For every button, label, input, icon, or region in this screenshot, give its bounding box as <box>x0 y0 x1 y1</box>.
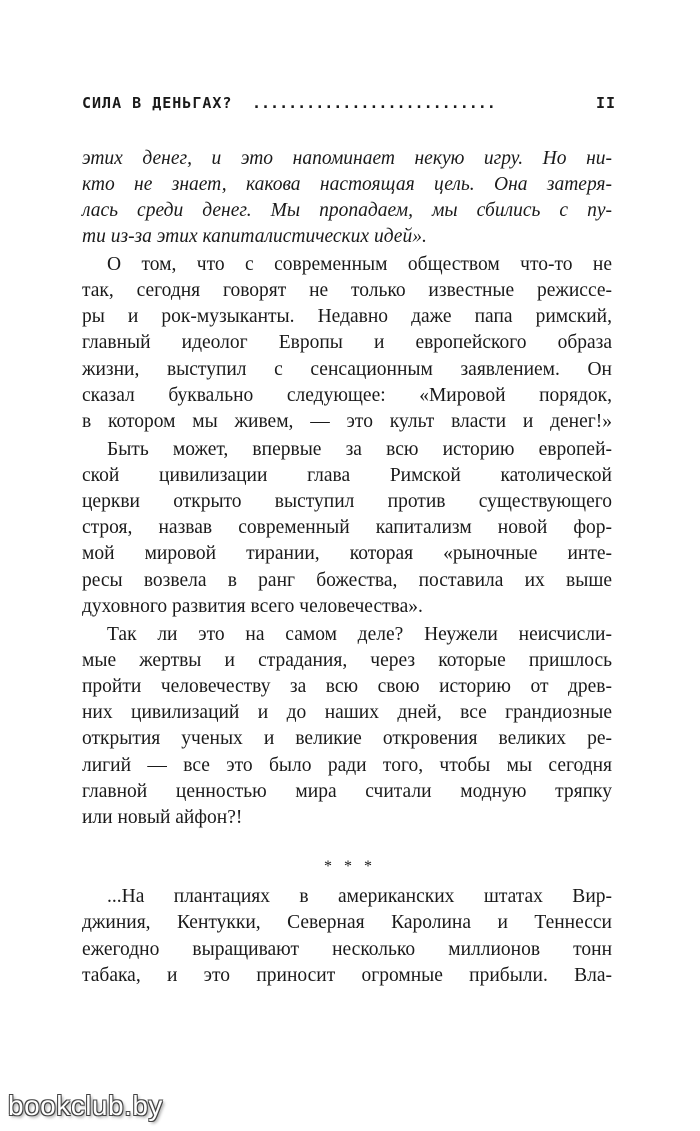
running-head <box>82 94 616 116</box>
text-line: джиния, Кентукки, Северная Каролина и Теннесси <box>82 912 612 933</box>
text-line: жизни, выступил с сенсационным заявлением. Он <box>82 359 612 380</box>
text-line: кто не знает, какова настоящая цель. Она затеря- <box>82 174 612 195</box>
text-line: в котором мы живем, — это культ власти и денег!» <box>82 411 612 432</box>
text-line: Быть может, впервые за всю историю европей- <box>107 439 612 460</box>
text-line: ежегодно выращивают несколько миллионов тонн <box>82 939 612 960</box>
text-line: этих денег, и это напоминает некую игру. Но ни- <box>82 148 612 169</box>
text-line: ...На плантациях в американских штатах Вир- <box>107 886 612 907</box>
text-line: О том, что с современным обществом что-то не <box>107 254 612 275</box>
text-line: главный идеолог Европы и европейского образа <box>82 332 612 353</box>
text-line: мой мировой тирании, которая «рыночные инте- <box>82 543 612 564</box>
text-line: лась среди денег. Мы пропадаем, мы сбились с пу- <box>82 200 612 221</box>
text-line: ти из-за этих капиталистических идей». <box>82 226 427 247</box>
page-number: II <box>595 94 616 112</box>
text-line: лигий — все это было ради того, чтобы мы сегодня <box>82 755 612 776</box>
text-line: духовного развития всего человечества». <box>82 596 423 617</box>
text-line: них цивилизаций и до наших дней, все грандиозные <box>82 702 612 723</box>
text-line: так, сегодня говорят не только известные режиссе- <box>82 280 612 301</box>
running-head-title: СИЛА В ДЕНЬГАХ? <box>82 94 233 112</box>
text-line: строя, назвав современный капитализм новой фор- <box>82 517 612 538</box>
watermark-text: bookclub.by <box>8 1090 163 1121</box>
section-separator: * * * <box>324 858 376 875</box>
text-line: ресы возвела в ранг божества, поставила их выше <box>82 570 612 591</box>
text-line: главной ценностью мира считали модную тряпку <box>82 781 612 802</box>
text-line: Так ли это на самом деле? Неужели неисчисли- <box>107 624 612 645</box>
text-line: пройти человечеству за всю свою историю от древ- <box>82 676 612 697</box>
text-line: табака, и это приносит огромные прибыли. Вла- <box>82 965 612 986</box>
text-line: мые жертвы и страдания, через которые пришлось <box>82 650 612 671</box>
running-head-leader-dots: ........................... <box>252 94 496 112</box>
text-line: или новый айфон?! <box>82 807 243 828</box>
text-line: ской цивилизации глава Римской католической <box>82 465 612 486</box>
text-line: сказал буквально следующее: «Мировой порядок, <box>82 385 612 406</box>
text-line: открытия ученых и великие откровения великих ре- <box>82 728 612 749</box>
text-line: церкви открыто выступил против существующего <box>82 491 612 512</box>
text-line: ры и рок-музыканты. Недавно даже папа римский, <box>82 306 612 327</box>
